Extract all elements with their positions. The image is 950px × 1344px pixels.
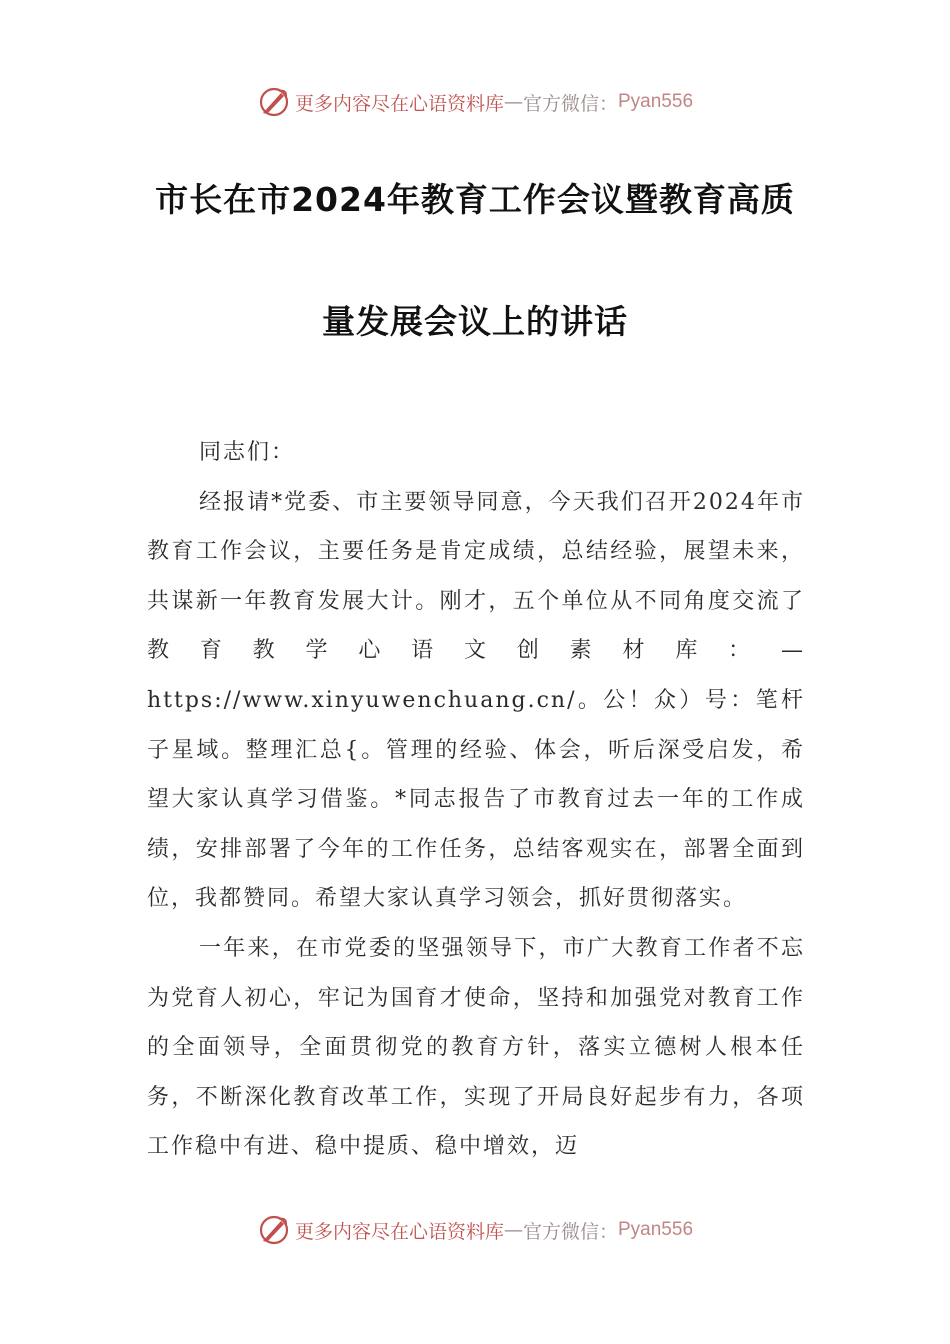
watermark-wechat-id: Pyan556 — [618, 1219, 694, 1240]
watermark-label: 官方微信： — [522, 92, 618, 115]
document-body — [147, 428, 805, 1172]
page-title-line-2: 量发展会议上的讲话 — [322, 302, 628, 341]
paragraph: 经报请*党委、市主要领导同意，今天我们召开2024年市教育工作会议，主要任务是肯定成绩，总结经验，展望未来，共谋新一年教育发展大计。刚才，五个单位从不同角度交流了教育教学心语文创素材库：—https://www.xinyuwenchuang.cn/。公！众）号：笔杆子星域。整理汇总{。管理的经验、体会，听后深受启发，希望大家认真学习借鉴。*同志报告了市教育过去一年的工作成绩，安排部署了今年的工作任务，总结客观实在，部署全面到位，我都赞同。希望大家认真学习领会，抓好贯彻落实。 — [147, 489, 805, 912]
page-title-line-1: 市长在市2024年教育工作会议暨教育高质 — [155, 180, 795, 219]
watermark-label: 官方微信： — [522, 1220, 618, 1243]
watermark-main-text: 更多内容尽在心语资料库 — [294, 92, 504, 115]
watermark-wechat-id: Pyan556 — [618, 91, 694, 112]
quill-logo-icon — [257, 85, 291, 119]
salutation: 同志们： — [199, 440, 296, 465]
watermark-dash: — — [503, 91, 523, 113]
watermark-footer — [0, 1210, 950, 1250]
quill-logo-icon — [257, 1213, 291, 1247]
paragraph: 一年来，在市党委的坚强领导下，市广大教育工作者不忘为党育人初心，牢记为国育才使命，坚持和加强党对教育工作的全面领导，全面贯彻党的教育方针，落实立德树人根本任务，不断深化教育改革工作，实现了开局良好起步有力，各项工作稳中有进、稳中提质、稳中增效，迈 — [147, 935, 805, 1160]
watermark-header — [0, 82, 950, 122]
watermark-dash: — — [503, 1219, 523, 1241]
watermark-main-text: 更多内容尽在心语资料库 — [294, 1220, 504, 1243]
